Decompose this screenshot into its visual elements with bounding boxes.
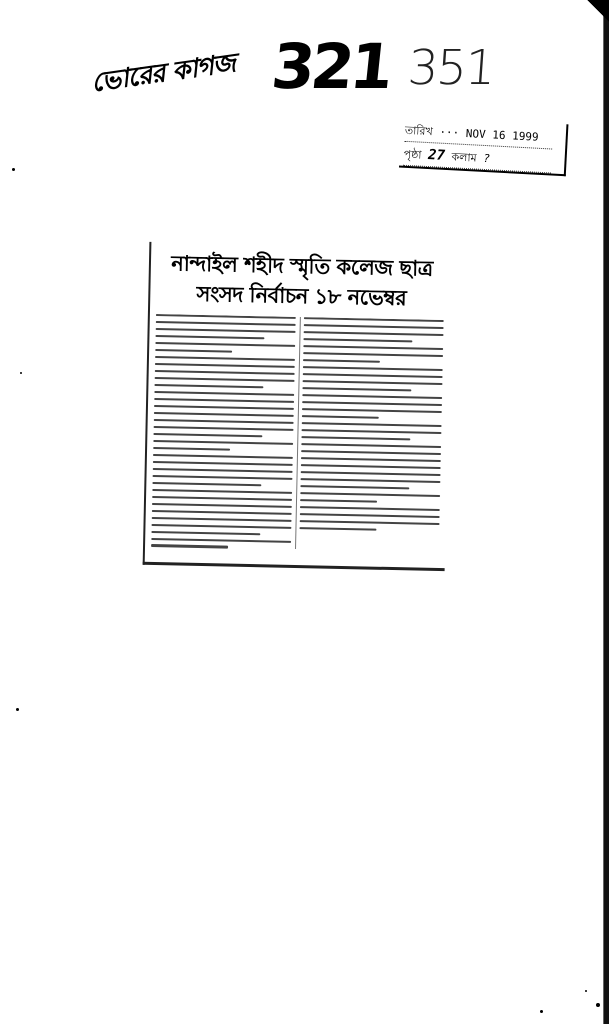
body-text-line bbox=[155, 377, 295, 382]
scan-speck bbox=[16, 708, 19, 711]
body-text-line bbox=[153, 454, 293, 459]
scan-speck bbox=[596, 1003, 600, 1007]
body-text-line bbox=[152, 496, 292, 501]
newspaper-clipping bbox=[143, 242, 452, 571]
body-text-line bbox=[302, 394, 442, 399]
body-text-line bbox=[154, 391, 294, 396]
body-text-line bbox=[151, 530, 260, 534]
body-text-line bbox=[154, 384, 263, 388]
body-text-line bbox=[153, 468, 293, 473]
body-text-line bbox=[152, 475, 292, 480]
body-text-line bbox=[303, 373, 443, 378]
body-text-line bbox=[301, 457, 441, 462]
body-column-left bbox=[151, 314, 296, 557]
body-text-line bbox=[300, 478, 440, 483]
body-text-line bbox=[303, 359, 380, 363]
date-value: NOV 16 1999 bbox=[465, 126, 539, 144]
scan-edge bbox=[601, 0, 609, 1024]
body-text-line bbox=[304, 331, 444, 336]
column-label: কলাম bbox=[451, 150, 478, 165]
body-text-line bbox=[155, 342, 295, 347]
body-text-line bbox=[301, 436, 410, 440]
body-column-right bbox=[299, 317, 444, 560]
body-text-line bbox=[300, 506, 440, 511]
body-text-line bbox=[302, 387, 411, 391]
body-text-line bbox=[303, 380, 443, 385]
body-text-line bbox=[154, 419, 294, 424]
body-text-line bbox=[303, 338, 412, 342]
body-text-line bbox=[301, 450, 441, 455]
body-text-line bbox=[156, 328, 296, 333]
body-text-line bbox=[300, 485, 409, 489]
body-text-line bbox=[154, 398, 294, 403]
newspaper-masthead: ভোরের কাগজ bbox=[89, 48, 237, 99]
body-text-line bbox=[152, 503, 292, 508]
body-text-line bbox=[156, 321, 296, 326]
body-text-line bbox=[154, 405, 294, 410]
body-text-line bbox=[154, 426, 294, 431]
clipping-body bbox=[151, 314, 446, 560]
handwritten-number-secondary: 351 bbox=[406, 40, 496, 96]
body-text-line bbox=[151, 544, 228, 548]
body-text-line bbox=[152, 482, 261, 486]
body-text-line bbox=[301, 429, 441, 434]
body-text-line bbox=[151, 537, 291, 542]
scan-corner-shadow bbox=[549, 0, 609, 60]
body-text-line bbox=[302, 401, 442, 406]
body-text-line bbox=[153, 433, 262, 437]
date-label: তারিখ bbox=[404, 123, 434, 139]
body-text-line bbox=[302, 408, 442, 413]
date-stamp-slip bbox=[399, 116, 572, 185]
scan-speck bbox=[12, 168, 15, 171]
scan-speck bbox=[20, 372, 22, 374]
body-text-line bbox=[299, 527, 376, 531]
body-text-line bbox=[300, 492, 440, 497]
body-text-line bbox=[153, 440, 293, 445]
body-text-line bbox=[301, 443, 441, 448]
column-value: ? bbox=[482, 151, 491, 166]
body-text-line bbox=[152, 510, 292, 515]
body-text-line bbox=[151, 524, 291, 529]
body-text-line bbox=[155, 349, 232, 353]
date-row: তারিখ ··· NOV 16 1999 bbox=[404, 122, 553, 150]
body-text-line bbox=[301, 471, 441, 476]
body-text-line bbox=[303, 366, 443, 371]
body-text-line bbox=[156, 314, 296, 319]
body-text-line bbox=[300, 520, 440, 525]
clipping-headline: নান্দাইল শহীদ স্মৃতি কলেজ ছাত্র সংসদ নির্বাচন ১৮ নভেম্বর bbox=[170, 251, 433, 311]
body-text-line bbox=[155, 370, 295, 375]
body-text-line bbox=[153, 461, 293, 466]
body-text-line bbox=[155, 356, 295, 361]
handwritten-number-primary: 321 bbox=[268, 30, 394, 103]
page-label: পৃষ্ঠা bbox=[403, 147, 422, 162]
body-text-line bbox=[304, 324, 444, 329]
body-text-line bbox=[300, 499, 377, 503]
body-text-line bbox=[152, 489, 292, 494]
page-value: 27 bbox=[427, 147, 446, 164]
body-text-line bbox=[155, 335, 264, 339]
body-text-line bbox=[302, 422, 442, 427]
body-text-line bbox=[154, 412, 294, 417]
scan-speck bbox=[585, 990, 587, 992]
body-text-line bbox=[303, 345, 443, 350]
body-text-line bbox=[152, 517, 292, 522]
body-text-line bbox=[304, 317, 444, 322]
body-text-line bbox=[301, 464, 441, 469]
body-text-line bbox=[153, 447, 230, 451]
body-text-line bbox=[300, 513, 440, 518]
body-text-line bbox=[303, 352, 443, 357]
scan-speck bbox=[540, 1010, 543, 1013]
body-text-line bbox=[302, 415, 379, 419]
body-text-line bbox=[155, 363, 295, 368]
